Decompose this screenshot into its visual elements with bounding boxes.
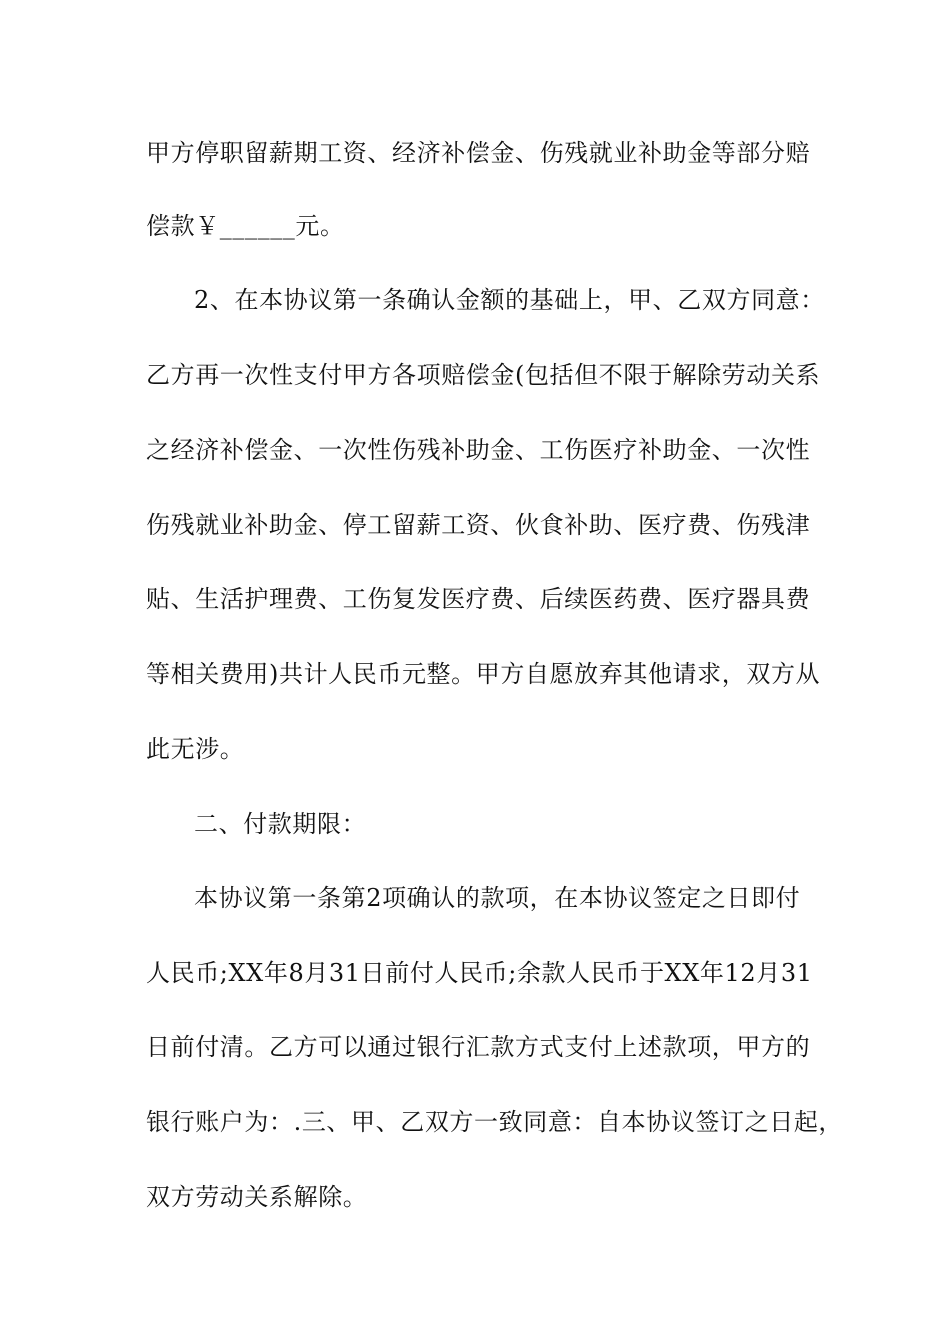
paragraph-line: 等相关费用)共计人民币元整。甲方自愿放弃其他请求，双方从 [146,660,821,688]
paragraph-line: 偿款￥______元。 [146,212,345,240]
paragraph-line: 双方劳动关系解除。 [146,1183,368,1211]
paragraph-line: 人民币;XX年8月31日前付人民币;余款人民币于XX年12月31 [146,959,813,987]
paragraph-line: 此无涉。 [146,735,245,763]
section-heading-payment-term: 二、付款期限： [194,810,367,838]
paragraph-line: 甲方停职留薪期工资、经济补偿金、伤残就业补助金等部分赔 [146,139,811,167]
paragraph-line: 银行账户为：.三、甲、乙双方一致同意：自本协议签订之日起， [146,1108,844,1136]
paragraph-line: 日前付清。乙方可以通过银行汇款方式支付上述款项，甲方的 [146,1033,811,1061]
paragraph-line: 伤残就业补助金、停工留薪工资、伙食补助、医疗费、伤残津 [146,511,811,539]
paragraph-line: 贴、生活护理费、工伤复发医疗费、后续医药费、医疗器具费 [146,585,811,613]
paragraph-line: 乙方再一次性支付甲方各项赔偿金(包括但不限于解除劳动关系 [146,361,821,389]
clause-2-heading: 2、在本协议第一条确认金额的基础上，甲、乙双方同意： [194,286,825,314]
paragraph-line: 本协议第一条第2项确认的款项，在本协议签定之日即付 [194,884,801,912]
paragraph-line: 之经济补偿金、一次性伤残补助金、工伤医疗补助金、一次性 [146,436,811,464]
